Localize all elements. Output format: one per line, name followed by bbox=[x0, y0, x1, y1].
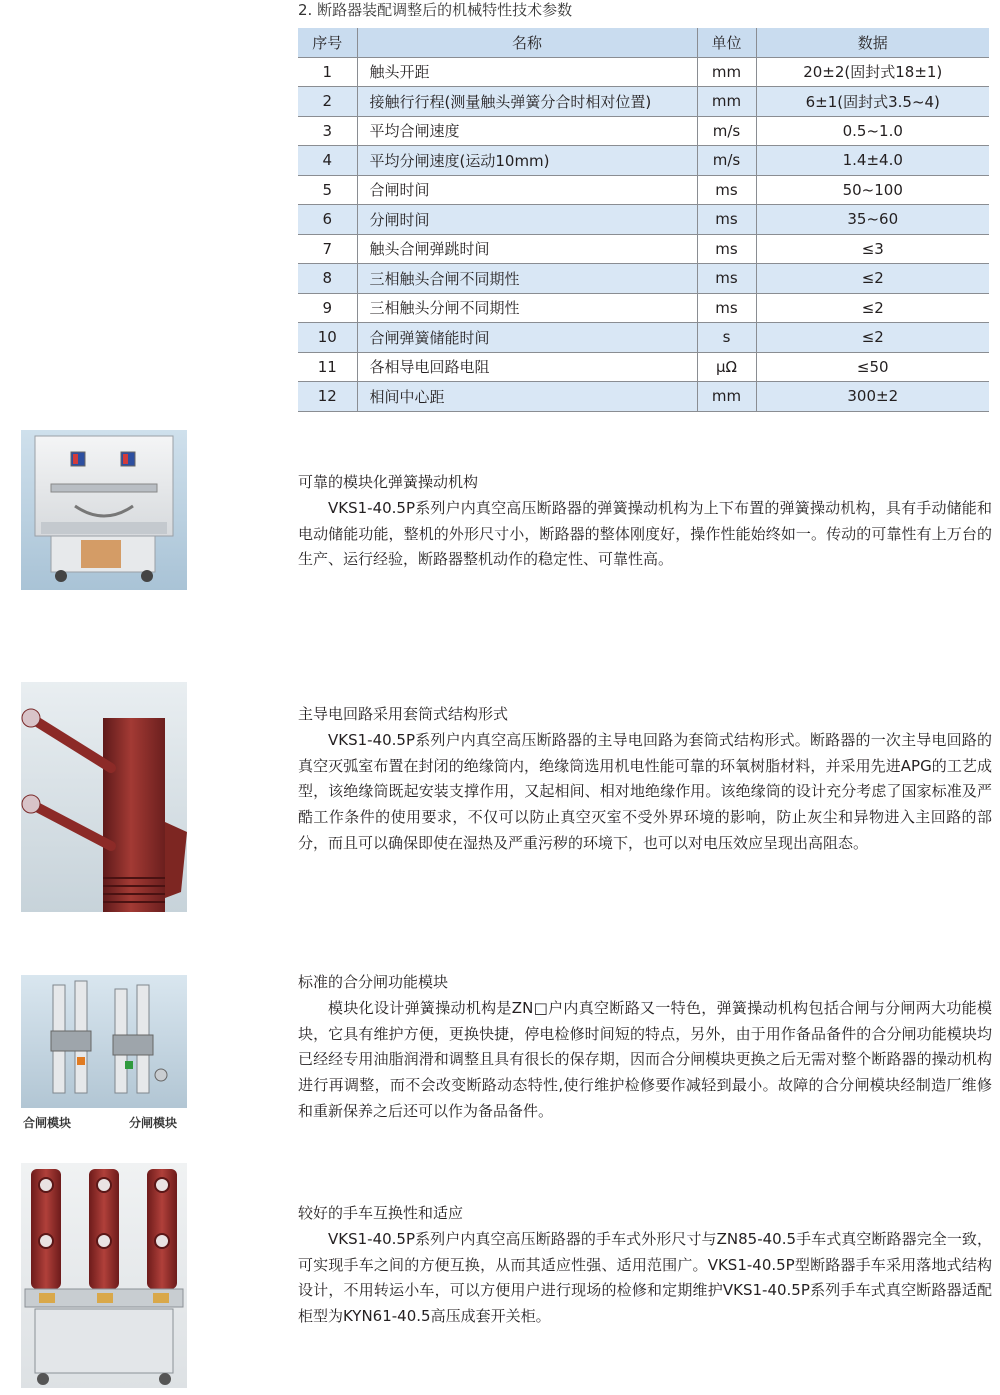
cell-index: 7 bbox=[298, 234, 357, 264]
table-row bbox=[298, 234, 989, 264]
col-header-unit: 单位 bbox=[697, 28, 756, 57]
section-title: 标准的合分闸功能模块 bbox=[298, 973, 449, 991]
spec-table bbox=[298, 28, 989, 412]
cell-unit: ms bbox=[697, 205, 756, 235]
section-body: VKS1-40.5P系列户内真空高压断路器的手车式外形尺寸与ZN85-40.5手车式真空断路器完全一致，可实现手车之间的方便互换，从而其适应性强、适用范围广。VKS1-40.5P型断路器手车采用落地式结构设计，不用转运小车，可以方便用户进行现场的检修和定期维护VKS1-40.5P系列手车式真空断路器适配柜型为KYN61-40.5高压成套开关柜。 bbox=[298, 1229, 992, 1326]
cell-value: 1.4±4.0 bbox=[756, 146, 989, 176]
cell-index: 10 bbox=[298, 323, 357, 353]
table-row bbox=[298, 293, 989, 323]
cell-name: 平均合闸速度 bbox=[357, 116, 697, 146]
function-modules-photo bbox=[21, 975, 187, 1108]
table-row bbox=[298, 205, 989, 235]
breaker-truck-photo bbox=[21, 1163, 187, 1388]
cell-value: 50~100 bbox=[756, 175, 989, 205]
col-header-name: 名称 bbox=[357, 28, 697, 57]
cell-index: 12 bbox=[298, 382, 357, 412]
cell-name: 接触行行程(测量触头弹簧分合时相对位置) bbox=[357, 87, 697, 117]
table-row bbox=[298, 352, 989, 382]
cell-index: 2 bbox=[298, 87, 357, 117]
breaker-front-photo bbox=[21, 430, 187, 590]
cell-unit: ms bbox=[697, 175, 756, 205]
cell-name: 各相导电回路电阻 bbox=[357, 352, 697, 382]
table-heading: 2. 断路器装配调整后的机械特性技术参数 bbox=[298, 1, 573, 19]
section-title: 可靠的模块化弹簧操动机构 bbox=[298, 473, 479, 491]
cell-name: 三相触头合闸不同期性 bbox=[357, 264, 697, 294]
table-row bbox=[298, 323, 989, 353]
cell-index: 3 bbox=[298, 116, 357, 146]
cell-name: 合闸弹簧储能时间 bbox=[357, 323, 697, 353]
cell-value: ≤50 bbox=[756, 352, 989, 382]
section-body: VKS1-40.5P系列户内真空高压断路器的弹簧操动机构为上下布置的弹簧操动机构，具有手动储能和电动储能功能，整机的外形尺寸小，断路器的整体刚度好，操作性能始终如一。传动的可靠性有上万台的生产、运行经验，断路器整机动作的稳定性、可靠性高。 bbox=[298, 498, 992, 569]
table-row bbox=[298, 146, 989, 176]
closing-module-caption: 合闸模块 bbox=[23, 1116, 72, 1130]
insulating-cylinder-photo bbox=[21, 682, 187, 912]
cell-name: 分闸时间 bbox=[357, 205, 697, 235]
section-function-modules bbox=[298, 970, 992, 1125]
cell-index: 11 bbox=[298, 352, 357, 382]
cell-unit: m/s bbox=[697, 116, 756, 146]
table-row bbox=[298, 382, 989, 412]
section-body: 模块化设计弹簧操动机构是ZN□户内真空断路又一特色，弹簧操动机构包括合闸与分闸两大功能模块，它具有维护方便，更换快捷，停电检修时间短的特点，另外，由于用作备品备件的合分闸功能模块均已经经专用油脂润滑和调整且具有很长的保存期，因而合分闸模块更换之后无需对整个断路器的操动机构进行再调整，而不会改变断路动态特性,使行维护检修要作减轻到最小。故障的合分闸模块经制造厂维修和重新保养之后还可以作为备品备件。 bbox=[298, 998, 992, 1120]
cell-unit: m/s bbox=[697, 146, 756, 176]
cell-index: 6 bbox=[298, 205, 357, 235]
cell-index: 1 bbox=[298, 57, 357, 87]
cell-index: 4 bbox=[298, 146, 357, 176]
col-header-value: 数据 bbox=[756, 28, 989, 57]
cell-index: 8 bbox=[298, 264, 357, 294]
cell-unit: ms bbox=[697, 264, 756, 294]
cell-index: 5 bbox=[298, 175, 357, 205]
cell-unit: ms bbox=[697, 293, 756, 323]
table-row bbox=[298, 116, 989, 146]
section-title: 主导电回路采用套筒式结构形式 bbox=[298, 705, 509, 723]
cell-value: 35~60 bbox=[756, 205, 989, 235]
cell-value: 300±2 bbox=[756, 382, 989, 412]
table-row bbox=[298, 175, 989, 205]
cell-value: 20±2(固封式18±1) bbox=[756, 57, 989, 87]
section-conductive-circuit bbox=[298, 702, 992, 857]
cell-name: 触头合闸弹跳时间 bbox=[357, 234, 697, 264]
table-row bbox=[298, 57, 989, 87]
cell-name: 相间中心距 bbox=[357, 382, 697, 412]
cell-name: 平均分闸速度(运动10mm) bbox=[357, 146, 697, 176]
cell-index: 9 bbox=[298, 293, 357, 323]
cell-unit: μΩ bbox=[697, 352, 756, 382]
table-row bbox=[298, 264, 989, 294]
cell-value: ≤2 bbox=[756, 323, 989, 353]
cell-name: 三相触头分闸不同期性 bbox=[357, 293, 697, 323]
section-spring-mechanism bbox=[298, 470, 992, 573]
cell-unit: ms bbox=[697, 234, 756, 264]
opening-module-caption: 分闸模块 bbox=[129, 1116, 178, 1130]
cell-value: 0.5~1.0 bbox=[756, 116, 989, 146]
cell-name: 合闸时间 bbox=[357, 175, 697, 205]
cell-name: 触头开距 bbox=[357, 57, 697, 87]
cell-value: ≤2 bbox=[756, 264, 989, 294]
cell-unit: mm bbox=[697, 87, 756, 117]
section-title: 较好的手车互换性和适应 bbox=[298, 1204, 464, 1222]
table-row bbox=[298, 87, 989, 117]
cell-unit: mm bbox=[697, 382, 756, 412]
cell-value: ≤3 bbox=[756, 234, 989, 264]
col-header-index: 序号 bbox=[298, 28, 357, 57]
section-truck-interchangeability bbox=[298, 1201, 992, 1330]
cell-value: ≤2 bbox=[756, 293, 989, 323]
cell-unit: mm bbox=[697, 57, 756, 87]
section-body: VKS1-40.5P系列户内真空高压断路器的主导电回路为套筒式结构形式。断路器的一次主导电回路的真空灭弧室布置在封闭的绝缘筒内，绝缘筒选用机电性能可靠的环氧树脂材料，并采用先进APG的工艺成型，该绝缘筒既起安装支撑作用，又起相间、相对地绝缘作用。该绝缘筒的设计充分考虑了国家标准及严酷工作条件的使用要求，不仅可以防止真空灭室不受外界环境的影响，防止灰尘和异物进入主回路的部分，而且可以确保即使在湿热及严重污秽的环境下，也可以对电压效应呈现出高阻态。 bbox=[298, 730, 992, 852]
table-header-row bbox=[298, 28, 989, 57]
cell-value: 6±1(固封式3.5~4) bbox=[756, 87, 989, 117]
cell-unit: s bbox=[697, 323, 756, 353]
